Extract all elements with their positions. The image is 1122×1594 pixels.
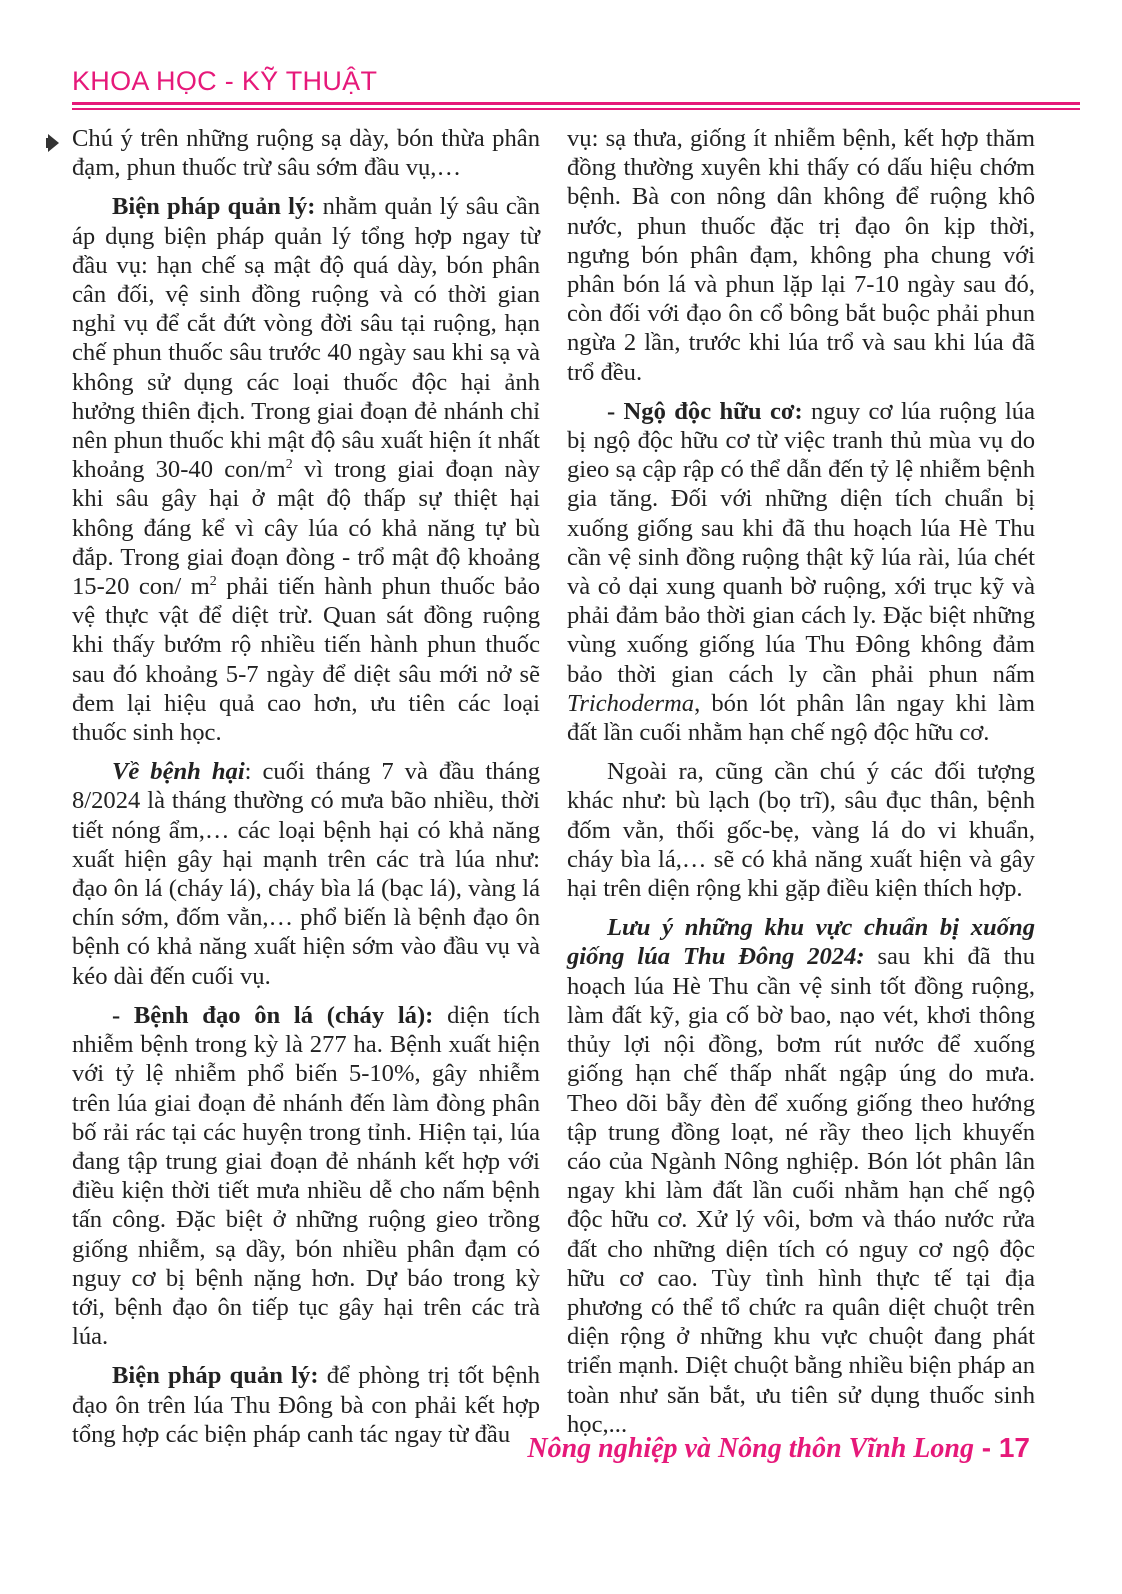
paragraph [72, 757, 540, 991]
lead-bold: Biện pháp quản lý: [112, 1362, 319, 1390]
paragraph-text: phải tiến hành phun thuốc bảo vệ thực vật để diệt trừ. Quan sát đồng ruộng khi thấy bướm rộ nhiều tiến hành phun thuốc sau đó khoảng 5-7 ngày để diệt sâu mới nở sẽ đem lại hiệu quả cao hơn, ưu tiên các loại thuốc sinh học. [72, 573, 540, 747]
bullet-marker-bar [46, 138, 49, 148]
paragraph [72, 1001, 540, 1351]
lead-bold: - Bệnh đạo ôn lá (cháy lá): [112, 1001, 434, 1029]
paragraph-text: để phòng trị tốt bệnh đạo ôn trên lúa Thu Đông bà con phải kết hợp tổng hợp các biện pháp canh tác ngay từ đầu [72, 1362, 540, 1448]
paragraph [72, 1361, 540, 1449]
paragraph-text: sau khi đã thu hoạch lúa Hè Thu cần vệ sinh tốt đồng ruộng, làm đất kỹ, gia cố bờ bao, nạo vét, khơi thông thủy lợi nội đồng, bơm rút nước để xuống giống hạn chế thấp nhất ngập úng do mưa. Theo dõi bẫy đèn để xuống giống theo hướng tập trung đồng loạt, né rầy theo lịch khuyến cáo của Ngành Nông nghiệp. Bón lót phân lân ngay khi làm đất lần cuối nhằm hạn chế ngộ độc hữu cơ. Xử lý vôi, bơm và tháo nước rửa đất cho những diện tích có nguy cơ ngộ độc hữu cơ cao. Tùy tình hình thực tế tại địa phương có thể tổ chức ra quân diệt chuột trên diện rộng ở những khu vực chuột đang phát triển mạnh. Diệt chuột bằng nhiều biện pháp an toàn như săn bắt, ưu tiên sử dụng thuốc sinh học,... [567, 943, 1035, 1438]
paragraph [567, 397, 1035, 747]
lead-bold-italic: Về bệnh hại [112, 758, 245, 786]
paragraph-text: nguy cơ lúa ruộng lúa bị ngộ độc hữu cơ từ việc tranh thủ mùa vụ do gieo sạ cập rập có thể dẫn đến tỷ lệ nhiễm bệnh gia tăng. Đối với những diện tích chuẩn bị xuống giống sau khi đã thu hoạch lúa Hè Thu cần vệ sinh đồng ruộng thật kỹ lúa rài, lúa chét và cỏ dại xung quanh bờ ruộng, xới trục kỹ và phải đảm bảo thời gian cách ly. Đặc biệt những vùng xuống giống lúa Thu Đông không đảm bảo thời gian cách ly cần phải phun nấm [567, 397, 1035, 688]
paragraph [72, 192, 540, 747]
magazine-title: Nông nghiệp và Nông thôn Vĩnh Long [527, 1433, 974, 1464]
superscript: 2 [285, 457, 293, 473]
lead-bold-italic: Lưu ý những khu vực chuẩn bị xuống giống lúa Thu Đông 2024: [567, 914, 1035, 971]
paragraph-text: , bón lót phân lân ngay khi làm đất lần cuối nhằm hạn chế ngộ độc hữu cơ. [567, 689, 1035, 747]
lead-bold: - Ngộ độc hữu cơ: [607, 397, 803, 425]
paragraph: vụ: sạ thưa, giống ít nhiễm bệnh, kết hợp thăm đồng thường xuyên khi thấy có dấu hiệu chớm bệnh. Bà con nông dân không để ruộng khô nước, phun thuốc đặc trị đạo ôn kịp thời, ngưng bón phân đạm, không pha chung với phân bón lá và phun lặp lại 7-10 ngày sau đó, còn đối với đạo ôn cổ bông bắt buộc phải phun ngừa 2 lần, trước khi lúa trổ và sau khi lúa đã trổ đều. [567, 125, 1035, 386]
italic-term: Trichoderma [567, 689, 695, 717]
paragraph-text: vì trong giai đoạn này khi sâu gây hại ở mật độ thấp sự thiệt hại không đáng kể vì cây lúa có khả năng tự bù đắp. Trong giai đoạn đòng - trổ mật độ khoảng 15-20 con/ m [72, 456, 540, 601]
header-rule [72, 102, 1080, 105]
left-column [72, 124, 540, 1459]
paragraph: Ngoài ra, cũng cần chú ý các đối tượng khác như: bù lạch (bọ trĩ), sâu đục thân, bệnh đốm vằn, thối gốc-bẹ, vàng lá do vi khuẩn, cháy bìa lá,… sẽ có khả năng xuất hiện và gây hại trên diện rộng khi gặp điều kiện thích hợp. [567, 758, 1035, 903]
paragraph-text: diện tích nhiễm bệnh trong kỳ là 277 ha. Bệnh xuất hiện với tỷ lệ nhiễm phổ biến 5-10%, gây nhiễm trên lúa giai đoạn đẻ nhánh đến làm đòng phân bố rải rác tại các huyện trong tỉnh. Hiện tại, lúa đang tập trung giai đoạn đẻ nhánh kết hợp với điều kiện thời tiết mưa nhiều dễ cho nấm bệnh tấn công. Đặc biệt ở những ruộng gieo trồng giống nhiễm, sạ dầy, bón nhiều phân đạm có nguy cơ bị bệnh nặng hơn. Dự báo trong kỳ tới, bệnh đạo ôn tiếp tục gây hại trên các trà lúa. [72, 1001, 540, 1351]
page-number: - 17 [973, 1432, 1030, 1463]
page-footer [527, 1432, 1030, 1465]
right-column [567, 124, 1035, 1449]
lead-bold: Biện pháp quản lý: [112, 193, 316, 221]
paragraph-text: : cuối tháng 7 và đầu tháng 8/2024 là tháng thường có mưa bão nhiều, thời tiết nóng ẩm,… các loại bệnh hại có khả năng xuất hiện gây hại mạnh trên các trà lúa như: đạo ôn lá (cháy lá), cháy bìa lá (bạc lá), vàng lá chín sớm, đốm vằn,… phổ biến là bệnh đạo ôn bệnh có khả năng xuất hiện sớm vào đầu vụ và kéo dài đến cuối vụ. [72, 758, 540, 990]
header-rule-thin [72, 108, 1080, 110]
superscript: 2 [209, 573, 217, 589]
bullet-marker-icon [48, 134, 59, 152]
paragraph-text: nhằm quản lý sâu cần áp dụng biện pháp quản lý tổng hợp ngay từ đầu vụ: hạn chế sạ mật độ quá dày, bón phân cân đối, vệ sinh đồng ruộng và có thời gian nghỉ vụ để cắt đứt vòng đời sâu tại ruộng, hạn chế phun thuốc sâu trước 40 ngày sau khi sạ và không sử dụng các loại thuốc độc hại ảnh hưởng thiên địch. Trong giai đoạn đẻ nhánh chỉ nên phun thuốc khi mật độ sâu xuất hiện ít nhất khoảng 30-40 con/m [72, 193, 540, 484]
section-header: KHOA HỌC - KỸ THUẬT [72, 66, 378, 96]
paragraph: Chú ý trên những ruộng sạ dày, bón thừa phân đạm, phun thuốc trừ sâu sớm đầu vụ,… [72, 125, 540, 182]
paragraph [567, 913, 1035, 1439]
